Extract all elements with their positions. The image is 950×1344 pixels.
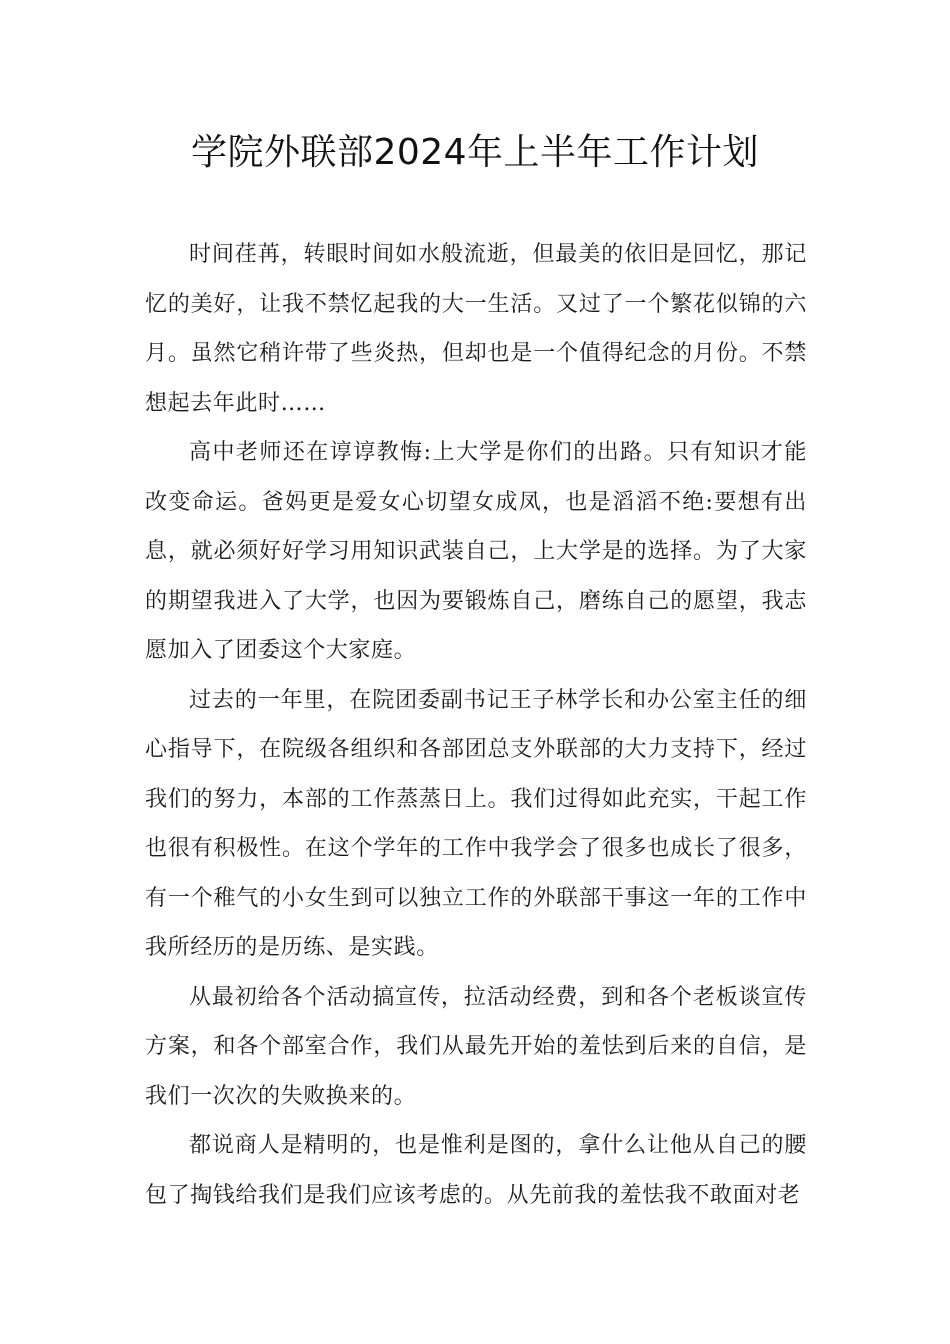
paragraph: 从最初给各个活动搞宣传，拉活动经费，到和各个老板谈宣传方案，和各个部室合作，我们从最先开始的羞怯到后来的自信，是我们一次次的失败换来的。 [145,984,807,1109]
document-body [145,230,807,1220]
document-title: 学院外联部2024年上半年工作计划 [190,132,760,173]
paragraph: 时间荏苒，转眼时间如水般流逝，但最美的依旧是回忆，那记忆的美好，让我不禁忆起我的大一生活。又过了一个繁花似锦的六月。虽然它稍许带了些炎热，但却也是一个值得纪念的月份。不禁想起去年此时…… [145,242,807,416]
paragraph: 高中老师还在谆谆教悔:上大学是你们的出路。只有知识才能改变命运。爸妈更是爱女心切望女成凤，也是滔滔不绝:要想有出息，就必须好好学习用知识武装自己，上大学是的选择。为了大家的期望我进入了大学，也因为要锻炼自己，磨练自己的愿望，我志愿加入了团委这个大家庭。 [145,440,807,663]
paragraph: 都说商人是精明的，也是惟利是图的，拿什么让他从自己的腰包了掏钱给我们是我们应该考虑的。从先前我的羞怯我不敢面对老 [145,1133,807,1208]
paragraph: 过去的一年里，在院团委副书记王子林学长和办公室主任的细心指导下，在院级各组织和各部团总支外联部的大力支持下，经过我们的努力，本部的工作蒸蒸日上。我们过得如此充实，干起工作也很有积极性。在这个学年的工作中我学会了很多也成长了很多，有一个稚气的小女生到可以独立工作的外联部干事这一年的工作中我所经历的是历练、是实践。 [145,687,807,960]
